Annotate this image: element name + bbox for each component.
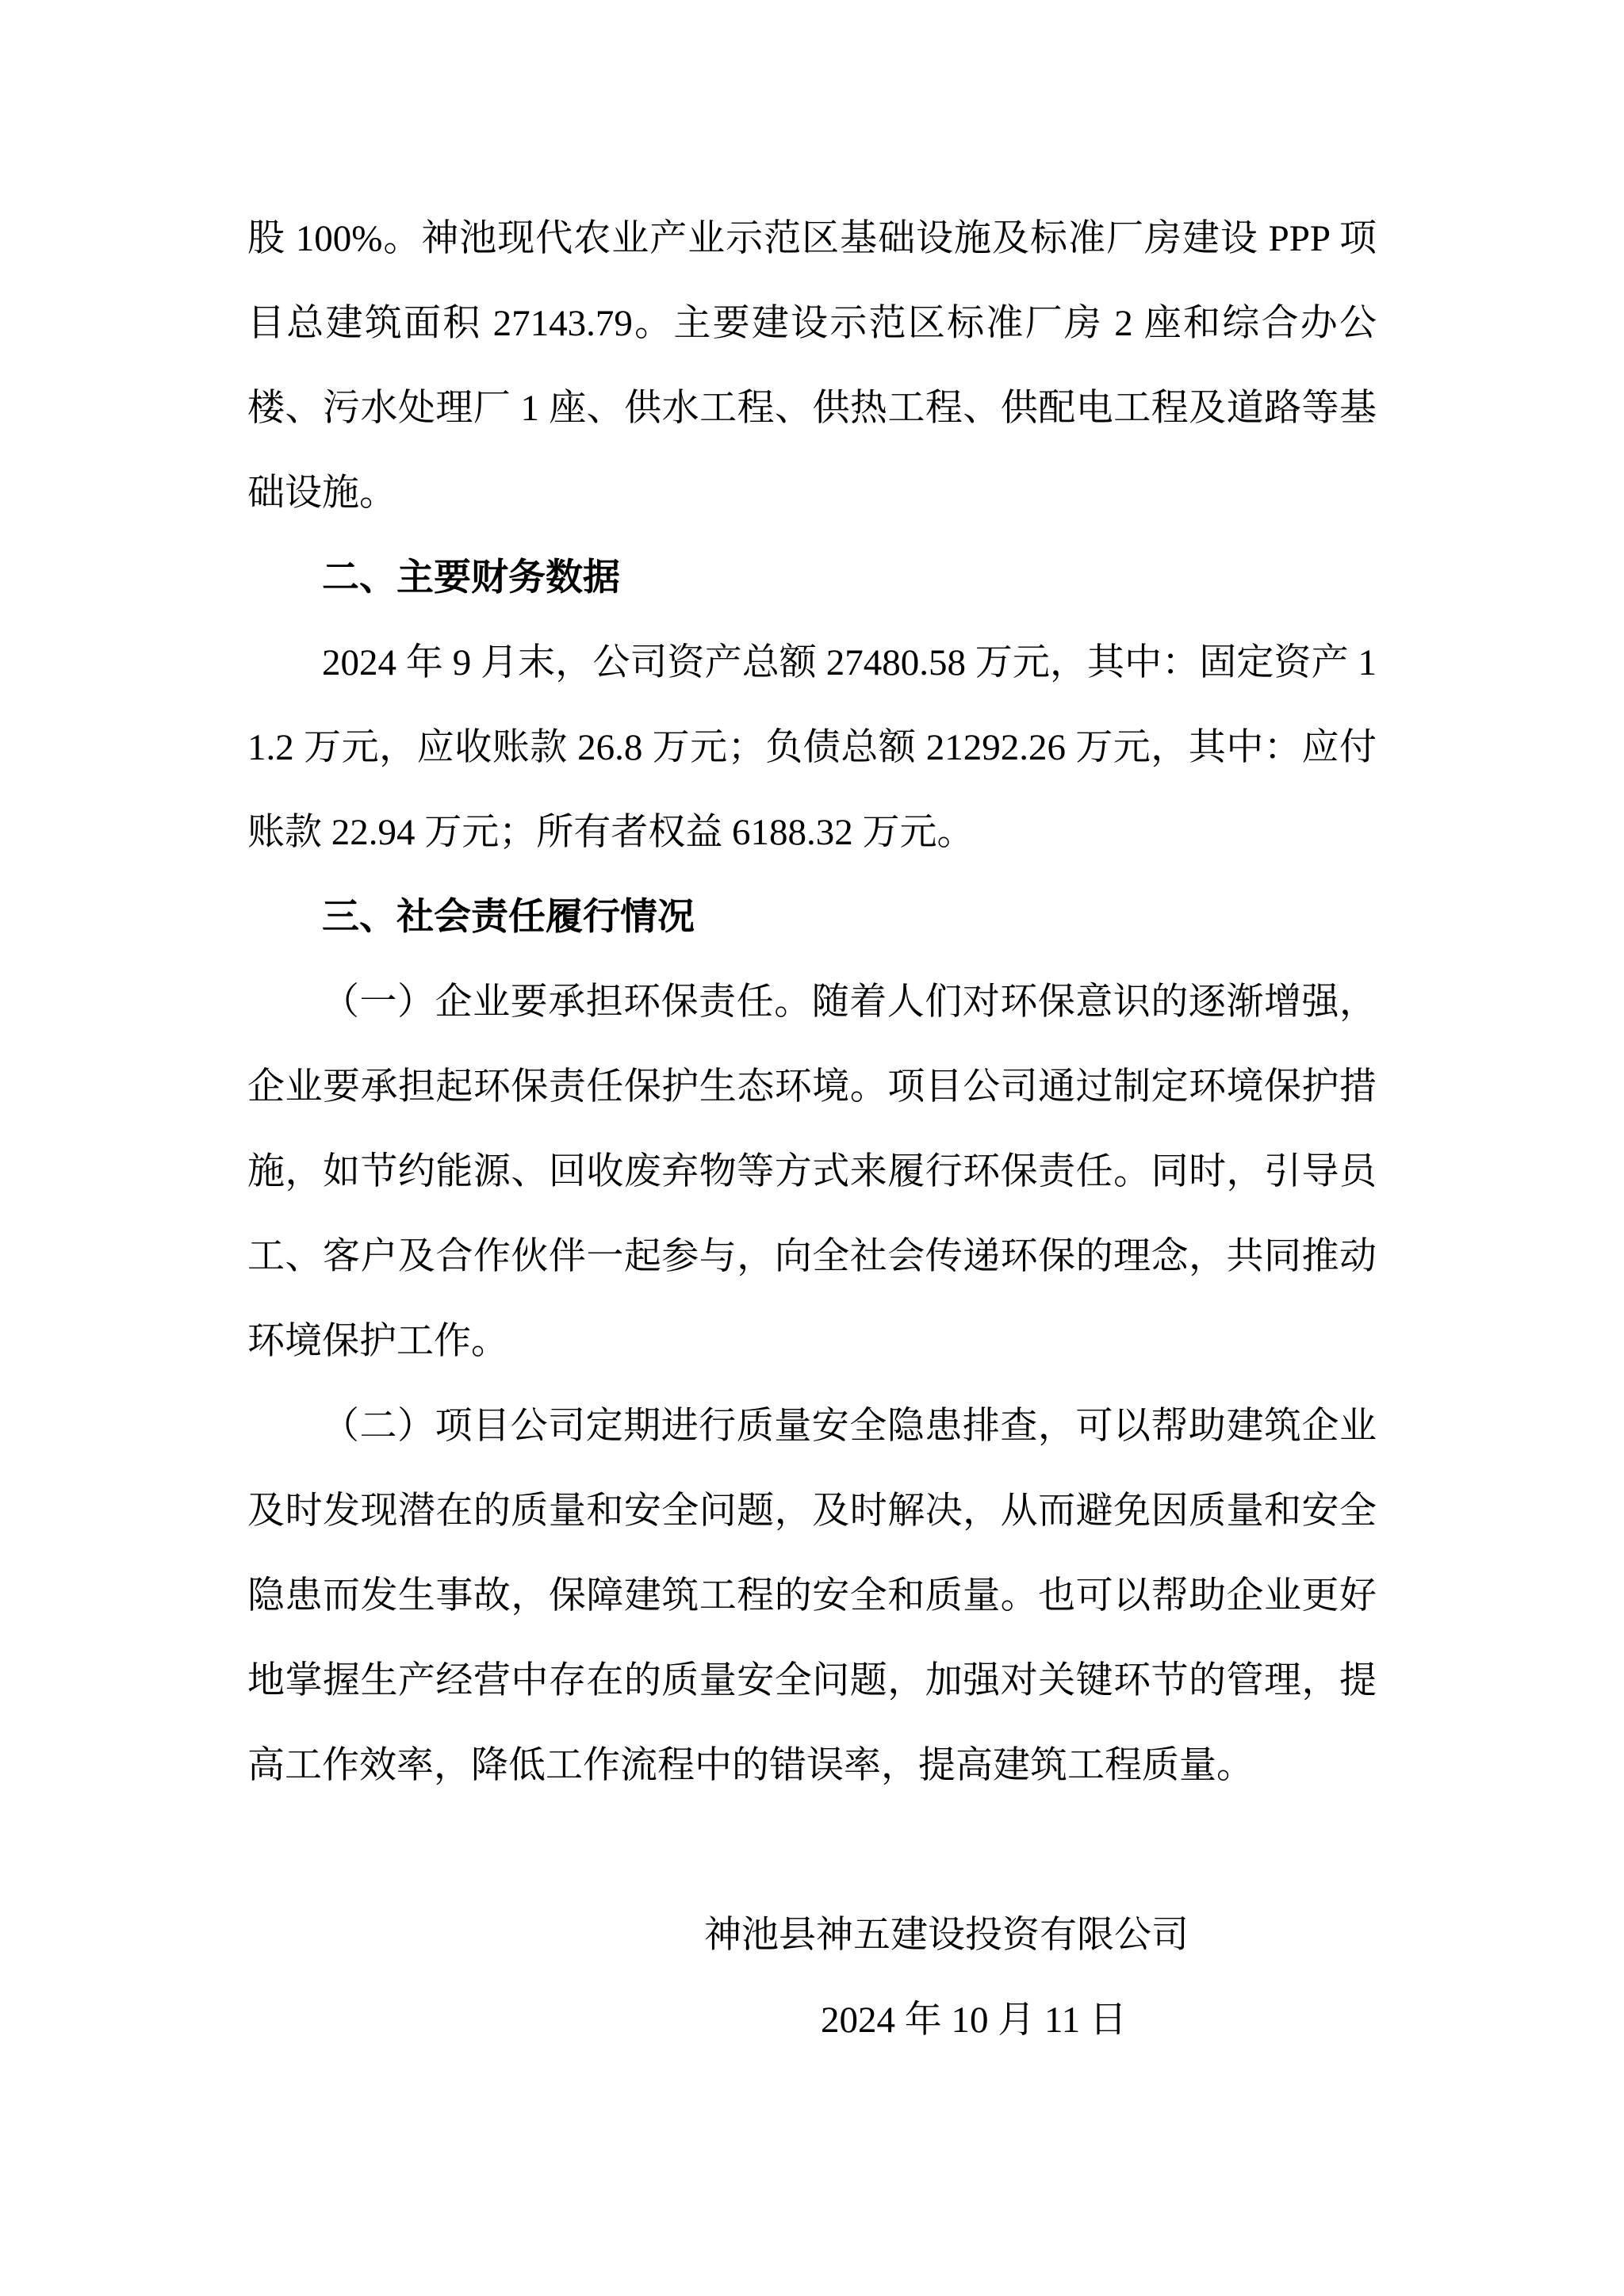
document-content (247, 197, 1377, 2063)
paragraph-financial-data: 2024 年 9 月末，公司资产总额 27480.58 万元，其中：固定资产 11.2 万元，应收账款 26.8 万元；负债总额 21292.26 万元，其中：应付账款 22.94 万元；所有者权益 6188.32 万元。 (247, 642, 1377, 853)
paragraph-environmental-responsibility: （一）企业要承担环保责任。随着人们对环保意识的逐渐增强，企业要承担起环保责任保护生态环境。项目公司通过制定环境保护措施，如节约能源、回收废弃物等方式来履行环保责任。同时，引导员工、客户及合作伙伴一起参与，向全社会传递环保的理念，共同推动环境保护工作。 (247, 982, 1377, 1362)
heading-financial-data: 二、主要财务数据 (322, 557, 620, 599)
paragraph-quality-safety-inspection: （二）项目公司定期进行质量安全隐患排查，可以帮助建筑企业及时发现潜在的质量和安全问题，及时解决，从而避免因质量和安全隐患而发生事故，保障建筑工程的安全和质量。也可以帮助企业更好地掌握生产经营中存在的质量安全问题，加强对关键环节的管理，提高工作效率，降低工作流程中的错误率，提高建筑工程质量。 (247, 1406, 1377, 1786)
signature-company-name: 神池县神五建设投资有限公司 (704, 1915, 1189, 1956)
heading-social-responsibility: 三、社会责任履行情况 (322, 897, 695, 938)
paragraph-project-continuation: 股 100%。神池现代农业产业示范区基础设施及标准厂房建设 PPP 项目总建筑面积 27143.79。主要建设示范区标准厂房 2 座和综合办公楼、污水处理厂 1 座、供水工程、供热工程、供配电工程及道路等基础设施。 (247, 218, 1377, 514)
signature-date: 2024 年 10 月 11 日 (821, 1999, 1128, 2041)
